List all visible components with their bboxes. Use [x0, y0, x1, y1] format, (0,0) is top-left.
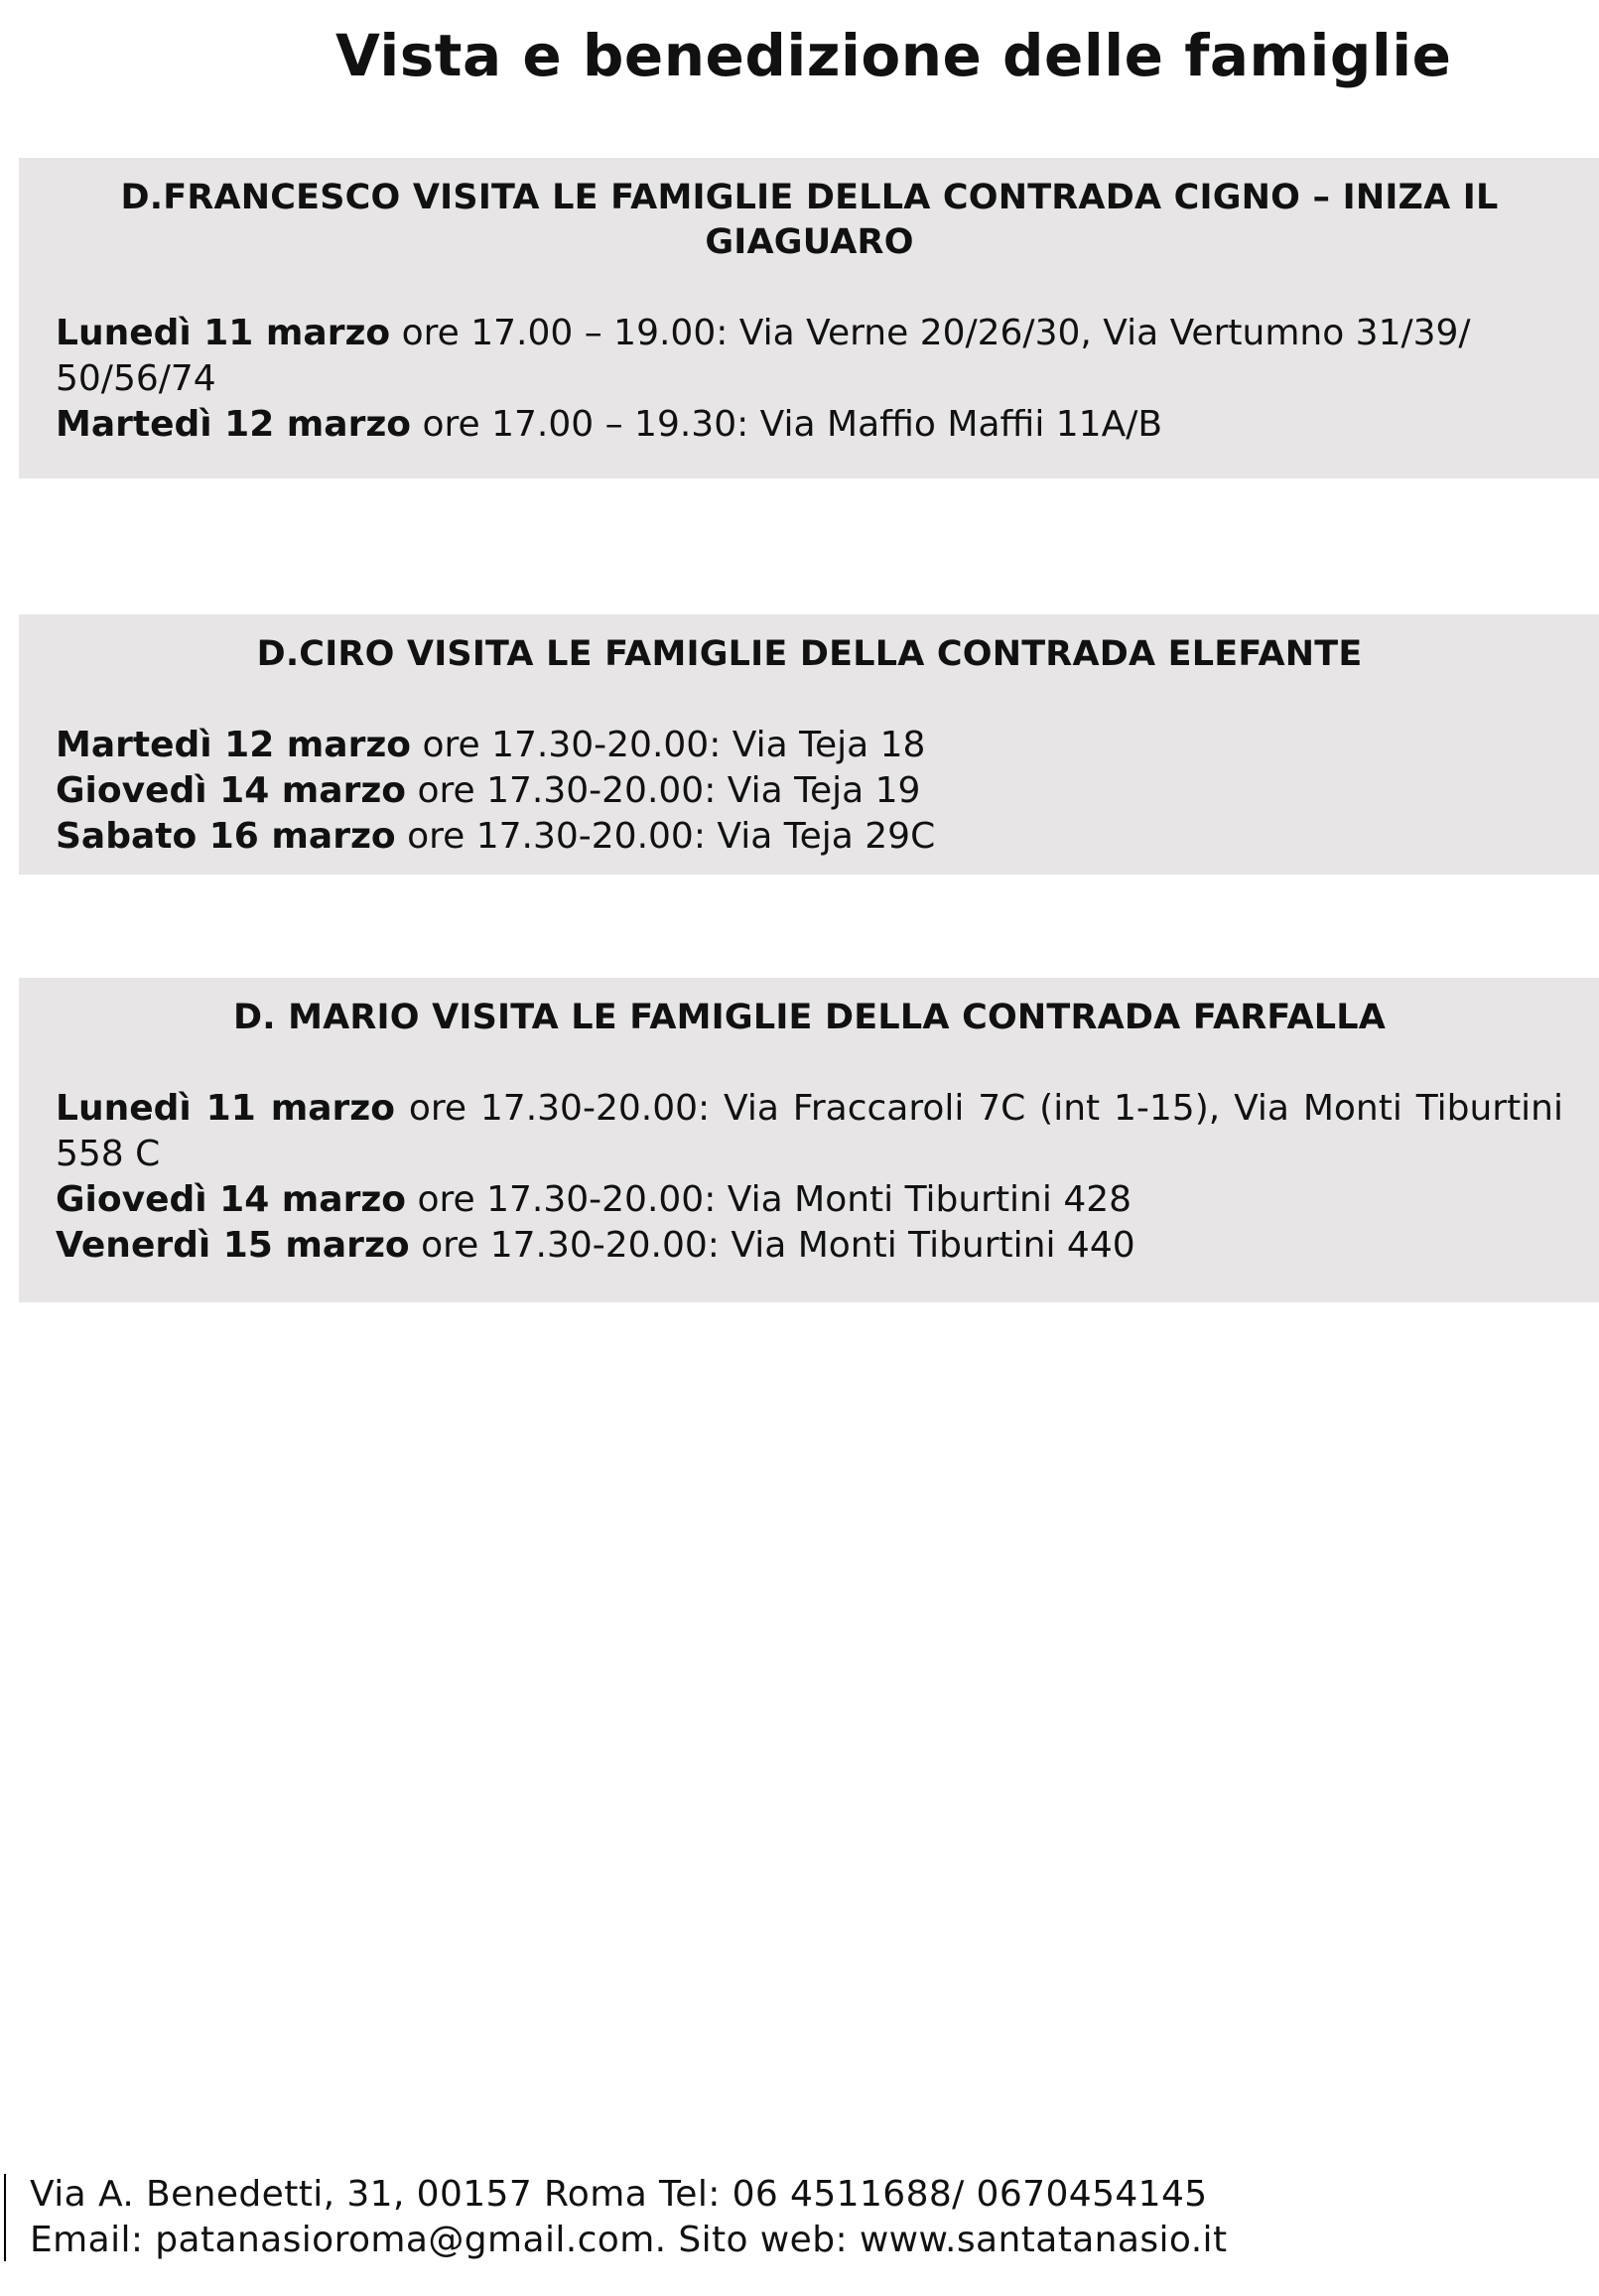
section-contrada-elefante	[19, 614, 1599, 875]
entry-day: Sabato 16 marzo	[56, 816, 396, 857]
schedule-entry	[56, 768, 1563, 814]
entry-details: ore 17.00 – 19.30: Via Maffio Maffii 11A/B	[411, 404, 1163, 445]
entry-day: Venerdì 15 marzo	[56, 1225, 410, 1266]
entry-day: Lunedì 11 marzo	[56, 1088, 395, 1129]
schedule-list	[56, 1086, 1563, 1269]
footer-address: Via A. Benedetti, 31, 00157 Roma Tel: 06 4511688/ 0670454145	[30, 2174, 1208, 2215]
schedule-entry	[56, 723, 1563, 768]
page-title: Vista e benedizione delle famiglie	[335, 22, 1452, 89]
footer-contact: Email: patanasioroma@gmail.com. Sito web: www.santatanasio.it	[30, 2220, 1228, 2260]
schedule-entry	[56, 1177, 1563, 1223]
section-heading: D.FRANCESCO VISITA LE FAMIGLIE DELLA CONTRADA CIGNO – INIZA IL GIAGUARO	[120, 178, 1499, 262]
entry-details: ore 17.30-20.00: Via Teja 19	[406, 770, 921, 811]
entry-details: ore 17.30-20.00: Via Monti Tiburtini 440	[409, 1225, 1135, 1266]
entry-details: ore 17.30-20.00: Via Teja 18	[411, 725, 926, 765]
entry-day: Martedì 12 marzo	[56, 404, 412, 445]
schedule-entry	[56, 1223, 1563, 1269]
page-footer	[0, 2162, 1599, 2261]
entry-details: ore 17.30-20.00: Via Fraccaroli 7C (int 1-15), Via Monti Tiburtini 558 C	[56, 1088, 1563, 1174]
schedule-entry	[56, 1086, 1563, 1177]
section-heading: D. MARIO VISITA LE FAMIGLIE DELLA CONTRADA FARFALLA	[232, 998, 1387, 1037]
schedule-entry	[56, 311, 1563, 402]
schedule-list	[56, 311, 1563, 448]
schedule-entry	[56, 814, 1563, 860]
entry-day: Giovedì 14 marzo	[56, 1179, 407, 1220]
entry-day: Giovedì 14 marzo	[56, 770, 407, 811]
entry-details: ore 17.30-20.00: Via Monti Tiburtini 428	[406, 1179, 1133, 1220]
entry-details: ore 17.30-20.00: Via Teja 29C	[395, 816, 936, 857]
schedule-entry	[56, 402, 1563, 448]
section-heading: D.CIRO VISITA LE FAMIGLIE DELLA CONTRADA ELEFANTE	[256, 634, 1363, 674]
section-contrada-farfalla	[19, 978, 1599, 1302]
entry-day: Lunedì 11 marzo	[56, 313, 391, 353]
section-contrada-cigno	[19, 158, 1599, 478]
footer-divider	[4, 2174, 6, 2261]
page-header	[0, 22, 1599, 101]
entry-day: Martedì 12 marzo	[56, 725, 412, 765]
schedule-list	[56, 723, 1563, 860]
entry-details: ore 17.00 – 19.00: Via Verne 20/26/30, Via Vertumno 31/39/ 50/56/74	[56, 313, 1471, 399]
